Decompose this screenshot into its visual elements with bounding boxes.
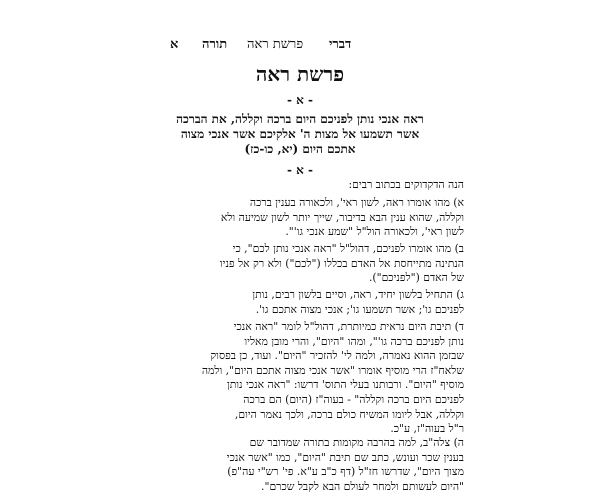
text-line: וקללה, אבל ליומו המשיח כולם ברכה, ולכך נאמר היום, [234,407,464,421]
text-line: ה) צלה"ב, למה בהרבה מקומות בתורה שמדובר שם [249,436,464,449]
text-line: הנתינה מתייחסת אל האדם בכללו ("לכם") ולא רק אל פניו [219,256,464,270]
header-parsha-name: פרשת ראה [247,37,304,52]
text-line: נותן לפניכם ברכה גו'", ומהו "היום", והרי מובן מאליו [244,334,464,348]
paragraph-d [138,320,464,437]
verse-text [120,112,480,157]
text-line: וקללה, שהוא ענין הבא בדיבור, שייך יותר לשון שמיעה ולא [220,210,464,224]
text-line: ג) התחיל בלשון יחיד, ראה, וסיים בלשון רבים, נותן [252,288,464,301]
text-line: מצוך היום", שדרשו חז"ל (דף כ"ב ע"א. פי' רש"י עה"פ) [227,465,464,479]
paragraph-e [138,436,464,493]
verse-line: אשר תשמעו אל מצות ה' אלקיכם אשר אנכי מצוה [180,127,420,141]
paragraph-a [138,196,464,240]
header-book-name: דברי [329,37,352,52]
text-line: לשון ראי', ולכאורה הול"ל "שמע אנכי גו'". [285,225,464,239]
text-line: א) מהו אומרו ראה, לשון ראי', ולכאורה בענין ברכה [249,196,464,209]
text-line: מוסיף "היום". ורבותנו בעלי התוס' דרשו: "ראה אנכי נותן [226,378,464,392]
header-section-letter: א [170,37,179,52]
text-line: שלאח"ז הרי מוסיף אומרו "אשר אנכי מצוה אתכם היום", ולמה [201,363,464,377]
text-line: ד) תיבת היום נראית כמיותרת, דהול"ל לומר "ראה אנכי [233,320,464,333]
paragraph-b [138,242,464,286]
section-marker: - א - [286,93,314,107]
text-line: "היום לעשותם ולמחר לעולם הבא לקבל שכרם". [261,479,464,493]
text-line: לפניכם היום ברכה וקללה" - בעוה"ז (היום) הם ברכה [243,392,464,406]
subsection-marker: - א - [286,163,314,177]
text-line: בענין שכר ועונש, כתב שם תיבת "היום", כמו "אשר אנכי [226,450,464,464]
verse-line: אתכם היום (יא, כו-כז) [244,142,356,156]
text-line: של האדם ("לפניכם"). [368,271,464,285]
text-line: ב) מהו אומרו לפניכם, דהול"ל "ראה אנכי נותן לכם", כי [232,242,464,255]
text-line: לפניכם גו'; אשר תשמעו גו'; אנכי מצוה אתכם גו'. [255,302,464,316]
header-torah-label: תורה [202,37,228,52]
text-line: ר"ל בעוה"ז, ע"כ. [390,422,464,436]
paragraph-c [138,288,464,317]
verse-line: ראה אנכי נותן לפניכם היום ברכה וקללה, את הברכה [176,112,424,126]
intro-line: הנה הדקדוקים בכתוב רבים: [348,178,464,191]
page-title: פרשת ראה [255,62,345,86]
text-line: שבזמן ההוא נאמרה, ולמה לי' להזכיר "היום". ועוד, כן בפסוק [210,349,464,363]
